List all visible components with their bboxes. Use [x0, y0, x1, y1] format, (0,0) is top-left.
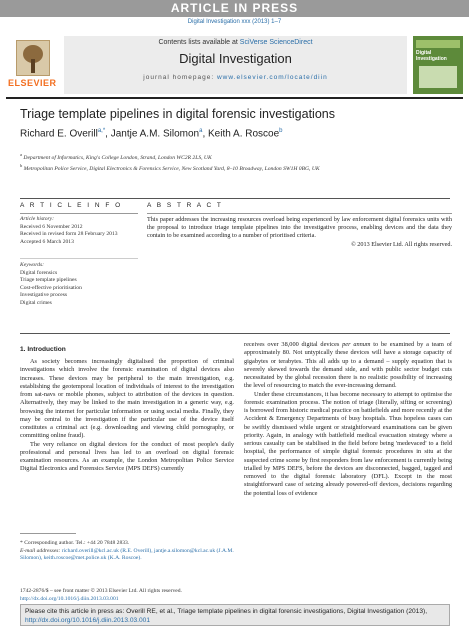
body-paragraph: The very reliance on digital devices for the conduct of most people's daily professional and personal lives has led to an overload on digital forensic examination resources. As an example, the London Metropolitan Police Service Digital Electronics and Forensics Service (MPS DEFS) currently — [20, 440, 234, 473]
citation-doi-link[interactable]: http://dx.doi.org/10.1016/j.diin.2013.03.001 — [25, 617, 151, 624]
sciencedirect-link[interactable]: SciVerse ScienceDirect — [239, 39, 313, 46]
masthead-divider — [6, 97, 463, 99]
journal-homepage-line — [64, 74, 407, 81]
author-name[interactable]: Jantje A.M. Silomon — [110, 128, 200, 140]
homepage-link[interactable]: www.elsevier.com/locate/diin — [216, 74, 328, 81]
author-affil-marker[interactable]: a,* — [97, 128, 106, 134]
body-divider — [20, 333, 450, 334]
affiliation-marker: a — [20, 152, 22, 157]
body-text: to be examined by a team of approximately 80. Not untypically these devices will have a storage capacity of gigabytes or terabytes. This all adds up to a demand – supply equation that is severely skewed towards the demand side, and with public sector budget cuts necessitated by the global recession there is no realistic possibility of increasing the level of resourcing to match the ever-increasing demand. — [244, 341, 452, 390]
masthead-center — [64, 36, 407, 94]
affiliations — [20, 151, 450, 173]
journal-citation-link[interactable]: Digital Investigation xxx (2013) 1–7 — [187, 19, 282, 25]
keywords-block — [20, 262, 138, 308]
footnote-corresponding — [20, 540, 234, 548]
author-name[interactable]: Keith A. Roscoe — [208, 128, 280, 140]
body-text: receives over 38,000 digital devices — [244, 341, 343, 348]
abstract-copyright: © 2013 Elsevier Ltd. All rights reserved. — [351, 240, 452, 248]
affiliation-text: Department of Informatics, King's College London, Strand, London WC2R 2LS, UK — [23, 154, 212, 161]
journal-title: Digital Investigation — [179, 51, 292, 66]
history-item: Received 6 November 2012 — [20, 223, 83, 230]
article-in-press-banner: ARTICLE IN PRESS — [0, 0, 469, 17]
history-label: Article history: — [20, 216, 55, 222]
footnote-marker: * — [20, 540, 23, 546]
history-item: Received in revised form 28 February 2013 — [20, 231, 118, 238]
keyword-item[interactable]: Digital forensics — [20, 269, 58, 276]
keyword-item[interactable]: Digital crimes — [20, 299, 52, 306]
body-paragraph: Under these circumstances, it has become necessary to attempt to optimise the forensic examination process. The notion of triage (literally, sifting or screening) is borrowed from historic medical practice on battlefields and more recently at the Accident & Emergency Departments of busy hospitals. Thus hopeless cases can be swiftly dismissed while urgent or straightforward examinations can be given priority. Again, in analogy with battlefield medical evacuation strategy where a serious casualty can be stabilised in the field before being 'medevaced' to a field hospital, the performance of simple digital forensic procedures in situ at the suspected crime scene by first responders from law enforcement is currently being trialled by MPS DEFS, before the devices are disconnected, bagged, tagged and removed to the digital forensic laboratory (DFL). Except in the most straightforward case of seizing already powered-off devices, decisions regarding the potential loss of evidence — [244, 390, 452, 497]
article-title: Triage template pipelines in digital forensic investigations — [20, 107, 335, 121]
abstract-text: This paper addresses the increasing resources overload being experienced by law enforcement digital forensics units with the proposal to introduce triage template pipelines into the investigative process, enabling devices and the data they contain to be examined according to a number of prioritised criteria. — [147, 216, 452, 240]
affiliation-text: Metropolitan Police Service, Digital Electronics & Forensics Service, New Scotland Yard, 8–10 Broadway, London SW1H 0BG, UK — [23, 165, 320, 172]
abstract-divider — [147, 213, 452, 214]
journal-cover-thumbnail[interactable] — [413, 36, 463, 94]
keyword-item[interactable]: Triage template pipelines — [20, 277, 77, 284]
article-history — [20, 216, 138, 246]
author-affil-marker[interactable]: a — [199, 128, 203, 134]
journal-masthead — [6, 36, 463, 96]
email-label: E-mail addresses: — [20, 547, 62, 554]
keyword-item[interactable]: Cost-effective prioritisation — [20, 284, 82, 291]
abstract-heading: A B S T R A C T — [147, 202, 223, 209]
footnote-emails — [20, 548, 234, 563]
right-column — [244, 341, 452, 498]
footnote-rule — [20, 533, 76, 534]
issn-line: 1742-2876/$ – see front matter © 2013 Elsevier Ltd. All rights reserved. — [20, 588, 182, 594]
body-paragraph: As society becomes increasingly digitalised the proportion of criminal investigations which involve the forensic examination of digital devices also increases. These devices may be peripheral to the main investigation, e.g. establishing the geotemporal location of individuals of interest to the investigation from sat-navs or mobile phones, subject to attribution of the devices in question. Alternatively, they may be linked to the main investigation in a generic way, e.g. browsing the internet for particular information or using social media. Finally, they may be central to the investigation if the particular use of the device itself constitutes a criminal act (e.g. downloading and viewing child pornography, or committing online fraud). — [20, 358, 234, 440]
email-addresses[interactable]: richard.overill@kcl.ac.uk (R.E. Overill), jantje.a.silomon@kcl.ac.uk (J.A.M. Silomon), keith.roscoe@met.police.uk (K.A. Roscoe). — [20, 547, 234, 561]
article-info-heading: A R T I C L E I N F O — [20, 202, 123, 209]
footnote-text: Corresponding author. Tel.: +44 20 7848 2833. — [22, 540, 130, 546]
keywords-label: Keywords: — [20, 262, 45, 268]
body-text-emphasis: per annum — [342, 341, 371, 348]
front-matter-ids — [20, 588, 234, 603]
affiliation-marker: b — [20, 162, 23, 168]
section-divider — [20, 198, 450, 199]
footnote — [20, 540, 234, 563]
section-heading-introduction: 1. Introduction — [20, 346, 66, 353]
citation-notice-box — [20, 604, 450, 626]
body-paragraph — [244, 341, 452, 391]
publisher-name: ELSEVIER — [8, 78, 57, 88]
citation-notice-text: Please cite this article in press as: Overill RE, et al., Triage template pipelines in digital forensic investigations, Digital Investigation (2013), — [25, 608, 428, 615]
author-affil-marker[interactable]: b — [279, 128, 283, 134]
affiliation-line — [20, 162, 450, 173]
info-divider — [20, 213, 138, 214]
author-name[interactable]: Richard E. Overill — [20, 128, 98, 140]
keyword-item[interactable]: Investigative process — [20, 292, 68, 299]
cover-header-band — [416, 40, 460, 48]
info-subdivider — [20, 258, 138, 259]
abstract-body — [147, 216, 452, 249]
homepage-prefix: journal homepage: — [143, 74, 217, 81]
elsevier-logo[interactable] — [8, 40, 56, 92]
author-list: Richard E. Overill$^{a,*}$, Jantje A.M. Silomon$^a$, Keith A. Roscoe$^b$ — [20, 128, 283, 140]
history-item: Accepted 6 March 2013 — [20, 238, 74, 245]
left-column — [20, 358, 234, 474]
cover-title: Digital Investigation — [416, 50, 447, 62]
contents-prefix: Contents lists available at — [158, 39, 240, 46]
affiliation-line — [20, 151, 450, 162]
contents-line — [64, 39, 407, 46]
tree-icon — [16, 40, 50, 76]
cover-image-icon — [419, 66, 457, 88]
doi-link[interactable]: http://dx.doi.org/10.1016/j.diin.2013.03.001 — [20, 595, 119, 602]
